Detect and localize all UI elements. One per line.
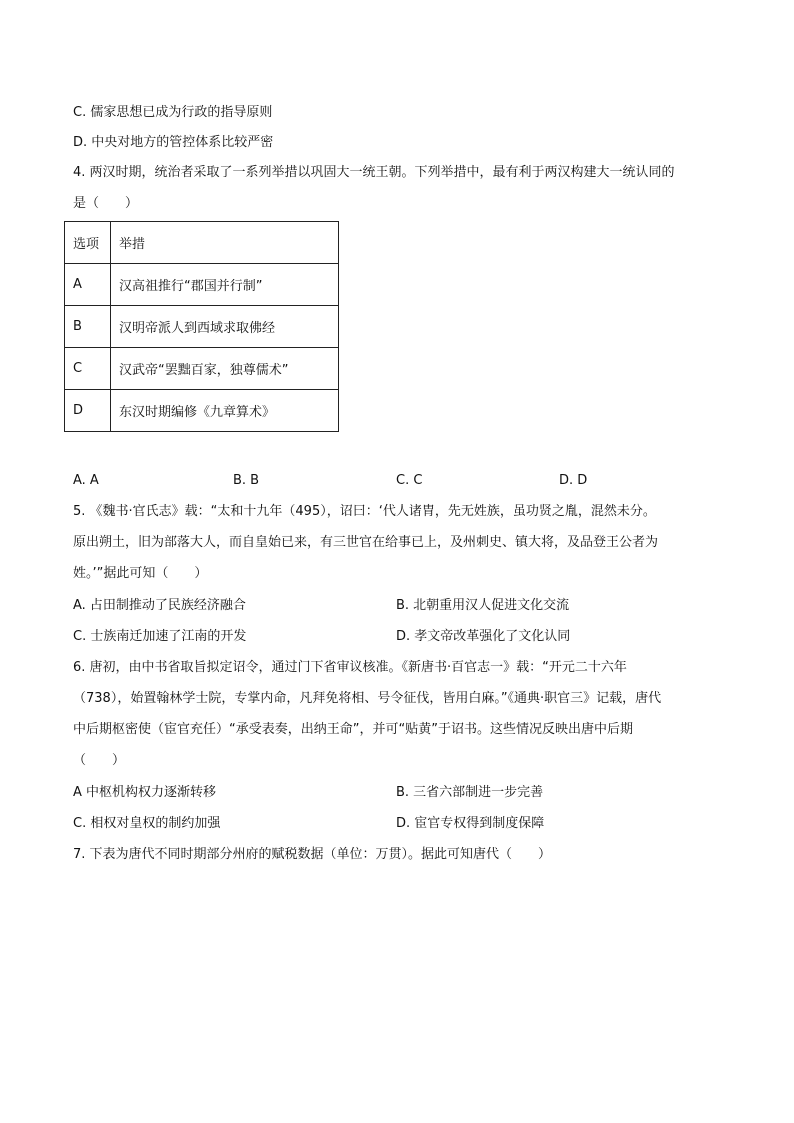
q6-option-b: B. 三省六部制进一步完善 <box>396 785 544 800</box>
q6-stem-line4: （ ） <box>73 753 126 768</box>
table-row <box>65 306 339 348</box>
table-header-row <box>65 222 339 264</box>
q4-option-c: C. C <box>396 473 423 488</box>
q5-stem-line1: 5. 《魏书·官氏志》载：“太和十九年（495），诏曰：‘代人诸胄，先无姓族，虽功贤之胤，混然未分。 <box>73 504 656 519</box>
q4-measures-table <box>64 221 339 432</box>
q6-stem-line3: 中后期枢密使（宦官充任）“承受表奏，出纳王命”，并可“贴黄”于诏书。这些情况反映出唐中后期 <box>73 722 633 737</box>
q6-option-c: C. 相权对皇权的制约加强 <box>73 816 221 831</box>
table-cell: 汉武帝“罢黜百家，独尊儒术” <box>111 348 339 390</box>
table-row <box>65 264 339 306</box>
q6-stem-line1: 6. 唐初，由中书省取旨拟定诏令，通过门下省审议核准。《新唐书·百官志一》载：“开元二十六年 <box>73 660 627 675</box>
table-cell: B <box>65 306 111 348</box>
q7-stem: 7. 下表为唐代不同时期部分州府的赋税数据（单位：万贯）。据此可知唐代（ ） <box>73 847 552 862</box>
table-cell: A <box>65 264 111 306</box>
q3-option-d: D. 中央对地方的管控体系比较严密 <box>73 135 274 150</box>
q4-option-a: A. A <box>73 473 99 488</box>
table-row <box>65 348 339 390</box>
q6-option-d: D. 宦官专权得到制度保障 <box>396 816 545 831</box>
table-cell: 汉明帝派人到西域求取佛经 <box>111 306 339 348</box>
table-row <box>65 390 339 432</box>
table-cell: 汉高祖推行“郡国并行制” <box>111 264 339 306</box>
table-cell: C <box>65 348 111 390</box>
q5-stem-line2: 原出朔土，旧为部落大人，而自皇始已来，有三世官在给事已上，及州刺史、镇大将，及品登王公者为 <box>73 535 659 550</box>
q5-option-b: B. 北朝重用汉人促进文化交流 <box>396 598 570 613</box>
table-header-cell: 举措 <box>111 222 339 264</box>
table-header-cell: 选项 <box>65 222 111 264</box>
q5-option-a: A. 占田制推动了民族经济融合 <box>73 598 246 613</box>
table-cell: 东汉时期编修《九章算术》 <box>111 390 339 432</box>
q5-option-d: D. 孝文帝改革强化了文化认同 <box>396 629 571 644</box>
q4-option-b: B. B <box>233 473 260 488</box>
q4-option-d: D. D <box>559 473 588 488</box>
q3-option-c: C. 儒家思想已成为行政的指导原则 <box>73 105 273 120</box>
q4-stem-line1: 4. 两汉时期，统治者采取了一系列举措以巩固大一统王朝。下列举措中，最有利于两汉构建大一统认同的 <box>73 165 675 180</box>
q6-option-a: A 中枢机构权力逐渐转移 <box>73 785 217 800</box>
table-cell: D <box>65 390 111 432</box>
q5-option-c: C. 士族南迁加速了江南的开发 <box>73 629 247 644</box>
q5-stem-line3: 姓。’”据此可知（ ） <box>73 566 208 581</box>
q4-stem-line2: 是（ ） <box>73 196 139 211</box>
q6-stem-line2: （738），始置翰林学士院，专掌内命，凡拜免将相、号令征伐，皆用白麻。”《通典·职官三》记载，唐代 <box>73 691 662 706</box>
